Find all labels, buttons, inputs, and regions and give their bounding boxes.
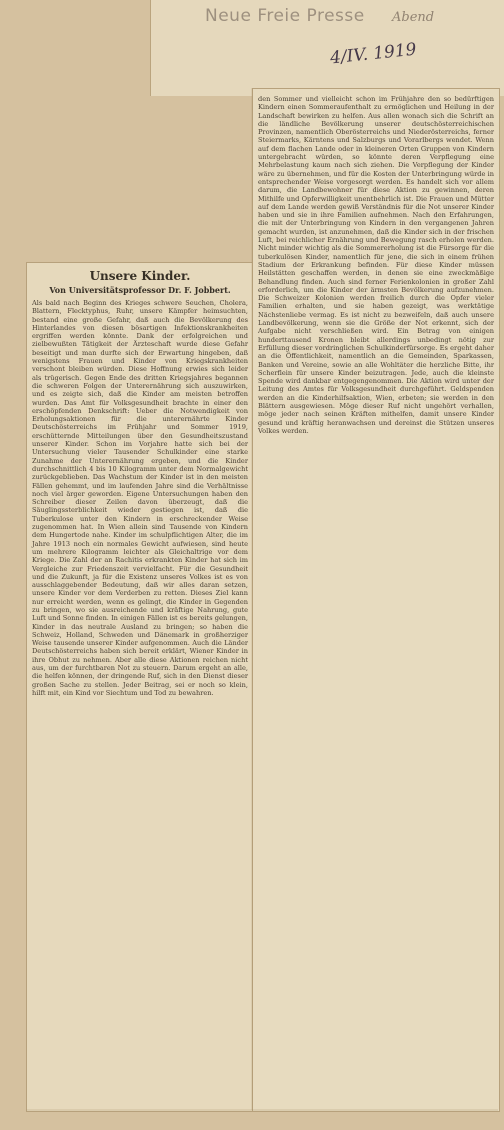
column-right-text: den Sommer und vielleicht schon im Frühjahre den so bedürftigen Kindern einen Sommeraufenthalt zu ermöglichen und Heilung in der Landschaft bewirken zu helfen. Aus allen wonach sich die Schrift an die ländliche Bevölkerung unserer deutschösterreichischen Provinzen, namentlich Oberösterreichs und Niederösterreichs, ferner Steiermarks, Kärntens und Salzburgs und Vorarlbergs wendet. Wenn auf dem flachen Lande oder in kleineren Orten Gruppen von Kindern untergebracht würden, so könnte deren Verpflegung eine Mehrbelastung kaum nach sich ziehen. Die Verpflegung der Kinder wäre zu übernehmen, und für die Kosten der Unterbringung würde in entsprechender Weise vorgesorgt werden. Es handelt sich vor allem darum, die Landbewohner für diese Aktion zu gewinnen, deren Mithilfe und Opferwilligkeit unentbehrlich ist. Die Frauen und Mütter auf dem Lande werden gewiß Verständnis für die Not unserer Kinder haben und sie in ihre Familien aufnehmen. Nach den Erfahrungen, die mit der Unterbringung von Kindern in den vergangenen Jahren gemacht wurden, ist anzunehmen, daß die Kinder sich in der frischen Luft, bei reichlicher Ernährung und Bewegung rasch erholen werden. Nicht minder wichtig als die Sommererholung ist die Fürsorge für die tuberkulösen Kinder, namentlich für jene, die sich in einem frühen Stadium der Erkrankung befinden. Für diese Kinder müssen Heilstätten geschaffen werden, in denen sie eine zweckmäßige Behandlung finden. Auch sind ferner Ferienkolonien in großer Zahl erforderlich, um die Kinder der ärmsten Bevölkerung aufzunehmen. Die Schweizer Kolonien werden freilich durch die Opfer vieler Familien erhalten, und sie haben gezeigt, was werktätige Nächstenliebe vermag. Es ist nicht zu bezweifeln, daß auch unsere Landbevölkerung, wenn sie die Größe der Not erkennt, sich der Aufgabe nicht verschließen wird. Ein Betrag von einigen hunderttausend Kronen bleibt allerdings unbedingt nötig zur Erfüllung dieser vordringlichen Schulkinderfürsorge. Es ergeht daher an die Öffentlichkeit, namentlich an die Gemeinden, Sparkassen, Banken und Vereine, sowie an alle Wohltäter die herzliche Bitte, ihr Scherflein für unsere Kinder beizutragen. Jede, auch die kleinste Spende wird dankbar entgegengenommen. Die Aktion wird unter der Leitung des Amtes für Volksgesundheit durchgeführt. Geldspenden werden an die Kinderhilfsaktion, Wien, erbeten; sie werden in den Blättern ausgewiesen. Möge dieser Ruf nicht ungehört verhallen, möge jeder nach seinen Kräften mithelfen, damit unsere Kinder gesund und kräftig heranwachsen und dereinst die Stützen unseres Volkes werden. (258, 95, 494, 435)
article-title: Unsere Kinder. (89, 269, 191, 283)
column-left-text: Als bald nach Beginn des Krieges schwere Seuchen, Cholera, Blattern, Flecktyphus, Ruhr, unsere Kämpfer heimsuchten, bestand eine große Gefahr, daß auch die Bevölkerung des Hinterlandes von diesen bösartigen Infektionskrankheiten ergriffen werden könnte. Dank der erfolgreichen und zielbewußten Tätigkeit der Ärzteschaft wurde diese Gefahr beseitigt und man durfte sich der Erwartung hingeben, daß wenigstens Frauen und Kinder von Kriegskrankheiten verschont bleiben würden. Diese Hoffnung erwies sich leider als trügerisch. Gegen Ende des dritten Kriegsjahres begannen die schweren Folgen der Unterernährung sich auszuwirken, und es zeigte sich, daß die Kinder am meisten betroffen wurden. Das Amt für Volksgesundheit brachte in einer den erschöpfenden Denkschrift: Ueber die Notwendigkeit von Erholungsaktionen für die unterernährte Kinder Deutschösterreichs im Frühjahr und Sommer 1919, erschütternde Mitteilungen über den Gesundheitszustand unserer Kinder. Schon im Vorjahre hatte sich bei der Untersuchung vieler Tausender Schulkinder eine starke Zunahme der Unterernährung ergeben, und die Kinder durchschnittlich 4 bis 10 Kilogramm unter dem Normalgewicht zurückgeblieben. Das Wachstum der Kinder ist in den meisten Fällen gehemmt, und im laufenden Jahre sind die Verhältnisse noch viel ärger geworden. Eigene Untersuchungen haben den Schreiber dieser Zeilen davon überzeugt, daß die Säuglingssterblichkeit wieder gestiegen ist, daß die Tuberkulose unter den Kindern in erschreckender Weise zugenommen hat. In Wien allein sind Tausende von Kindern dem Hungertode nahe. Kinder im schulpflichtigen Alter, die im Jahre 1913 noch ein normales Gewicht aufwiesen, sind heute um mehrere Kilogramm leichter als Gleichaltrige vor dem Kriege. Die Zahl der an Rachitis erkrankten Kinder hat sich im Vergleiche zur Friedenszeit vervielfacht. Für die Gesundheit und die Zukunft, ja für die Existenz unseres Volkes ist es von ausschlaggebender Bedeutung, daß wir alles daran setzen, unsere Kinder vor dem Verderben zu retten. Dieses Ziel kann nur erreicht werden, wenn es gelingt, die Kinder in Gegenden zu bringen, wo sie ausreichende und kräftige Nahrung, gute Luft und Sonne finden. In einigen Fällen ist es bereits gelungen, Kinder in das neutrale Ausland zu bringen; so haben die Schweiz, Holland, Schweden und Dänemark in großherziger Weise tausende unserer Kinder aufgenommen. Auch die Länder Deutschösterreichs haben sich bereit erklärt, Wiener Kinder in ihre Obhut zu nehmen. Aber alle diese Aktionen reichen nicht aus, um der furchtbaren Not zu steuern. Darum ergeht an alle, die helfen können, der dringende Ruf, sich in den Dienst dieser großen Sache zu stellen. Jeder Beitrag, sei er noch so klein, hilft mit, ein Kind vor Siechtum und Tod zu bewahren. (32, 299, 248, 697)
article-author: Von Universitätsprofessor Dr. F. Jobbert. (49, 285, 231, 295)
handwritten-note: Abend (392, 10, 435, 25)
handwritten-date: 4/IV. 1919 (329, 39, 418, 69)
article-column-right (252, 88, 500, 1112)
newspaper-masthead: Neue Freie Presse (205, 6, 365, 26)
article-column-left (26, 262, 254, 1112)
